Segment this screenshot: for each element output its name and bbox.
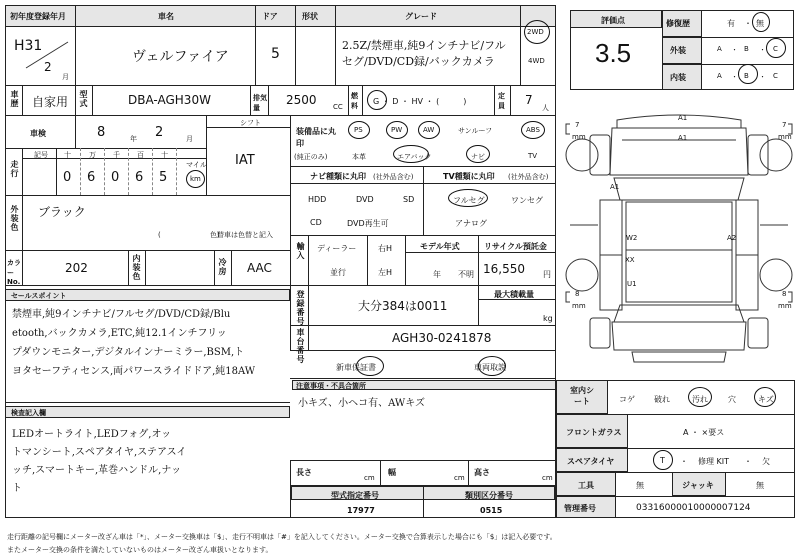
door-label: ドア xyxy=(262,12,278,21)
repair-no: 無 xyxy=(756,19,764,28)
diagram-mm-unit: mm xyxy=(572,133,586,141)
fuel-label: 燃料 xyxy=(351,92,358,110)
inspector-label: 検査記入欄 xyxy=(11,409,46,417)
displacement-value: 2500 xyxy=(286,93,317,107)
diagram-mm-br: 8 xyxy=(782,290,787,298)
interior-c: C xyxy=(773,72,778,80)
digit-header-1: 十 xyxy=(64,151,71,159)
model-year-label: モデル年式 xyxy=(420,242,460,251)
import-label: 輸入 xyxy=(296,242,305,260)
equip-navi: ナビ xyxy=(471,153,485,161)
navi-label: ナビ種類に丸印 xyxy=(310,172,366,181)
diagram-mark: A1 xyxy=(678,114,688,122)
usage-value: 自家用 xyxy=(32,95,69,109)
tool-label: 工具 xyxy=(578,481,594,490)
drive-2wd: 2WD xyxy=(527,28,544,36)
inspector-label-bar xyxy=(5,406,290,418)
max-load-label: 最大積載量 xyxy=(494,290,534,299)
color-code: 202 xyxy=(65,261,88,275)
diagram-mm-tl: 7 xyxy=(575,121,580,129)
first-reg-month-unit: 月 xyxy=(62,73,69,81)
inspector-line: LEDオートライト,LEDフォグ,オッ xyxy=(12,429,172,440)
mileage-digit: 6 xyxy=(135,170,144,185)
km-unit: km xyxy=(190,175,201,183)
exterior-b: B xyxy=(744,45,749,53)
usage-label: 車歴 xyxy=(10,90,19,108)
digit-header-3: 千 xyxy=(113,151,120,159)
diagram-mark: XX xyxy=(625,256,635,264)
diagram-mm-unit: mm xyxy=(778,133,792,141)
navi-sd: SD xyxy=(403,195,415,204)
equip-sunroof: サンルーフ xyxy=(458,127,493,135)
first-reg-month: 2 xyxy=(44,60,52,74)
sales-label: セールスポイント xyxy=(11,292,67,300)
exterior-a: A xyxy=(717,45,722,53)
import-rh: 右H xyxy=(378,244,393,253)
diagram-mark: A1 xyxy=(610,183,620,191)
chassis-value: AGH30-0241878 xyxy=(392,331,492,345)
repair-label: 修復歴 xyxy=(666,19,690,28)
diagram-mm-unit: mm xyxy=(778,302,792,310)
equip-aw: AW xyxy=(423,126,435,134)
interior-label: 内装 xyxy=(670,73,686,82)
equipment-label: 装備品に丸印 xyxy=(296,127,336,148)
drive-4wd: 4WD xyxy=(528,57,545,65)
spare-dot: ・ xyxy=(680,457,688,466)
class-code-value: 0515 xyxy=(480,506,503,515)
registration-label: 登録番号 xyxy=(296,290,305,326)
equip-pw: PW xyxy=(391,126,403,134)
exterior-c: C xyxy=(773,45,778,53)
mgmt-label: 管理番号 xyxy=(564,504,596,513)
mileage-digit: 0 xyxy=(111,170,120,185)
seat-dirt: 汚れ xyxy=(692,395,708,404)
repair-dot: ・ xyxy=(744,19,752,28)
seat-tear: 破れ xyxy=(654,395,670,404)
spare-none: 欠 xyxy=(762,457,770,466)
capacity-label: 定員 xyxy=(498,92,505,110)
shaken-month-unit: 月 xyxy=(186,135,193,143)
sales-line: プダウンモニター,デジタルインナーミラー,BSM,ト xyxy=(12,347,245,358)
score-value: 3.5 xyxy=(595,38,632,68)
color-note-paren: ( ) xyxy=(158,231,220,239)
car-name: ヴェルファイア xyxy=(132,49,229,65)
yen-unit: 円 xyxy=(543,270,551,279)
diagram-mm-bl: 8 xyxy=(575,290,580,298)
digit-header-0: 記号 xyxy=(34,151,48,159)
jack-label: ジャッキ xyxy=(682,481,714,490)
dim-cm: cm xyxy=(454,474,465,482)
mileage-label: 走行 xyxy=(10,160,19,178)
dim-height: 高さ xyxy=(474,468,490,477)
doors-value: 5 xyxy=(271,46,280,62)
diagram-mark: A2 xyxy=(727,234,737,242)
person-unit: 人 xyxy=(542,104,549,112)
glass-options: A ・ ×要ス xyxy=(683,428,725,437)
interior-dot: ・ xyxy=(759,73,766,81)
sales-line: 禁煙車,純9インチナビ/フルセグ/DVD/CD録/Blu xyxy=(12,309,231,320)
shift-value: IAT xyxy=(235,153,255,168)
disp-label: 排気量 xyxy=(253,94,267,112)
diagram-mark: U1 xyxy=(627,280,637,288)
exterior-dot: ・ xyxy=(759,46,766,54)
equipment-sub: (純正のみ) xyxy=(294,153,328,161)
seat-label: 室内シート xyxy=(570,386,594,406)
equip-ps: PS xyxy=(354,126,363,134)
recycle-label: リサイクル預託金 xyxy=(484,242,547,251)
doc-manual: 車両取説 xyxy=(474,363,506,372)
interior-b: B xyxy=(744,72,749,80)
doc-new-warranty: 新車保証書 xyxy=(336,363,376,372)
cc-unit: CC xyxy=(333,103,343,111)
shaken-month: 2 xyxy=(155,125,164,140)
navi-hdd: HDD xyxy=(308,195,327,204)
exterior-label: 外装 xyxy=(670,46,686,55)
score-label: 評価点 xyxy=(601,16,625,25)
equip-tv: TV xyxy=(528,152,538,160)
sales-line: ヨタセーフティセンス,両パワースライドドア,純18AW xyxy=(12,366,256,377)
inspector-line: ッチ,スマートキー,革巻ハンドル,ナッ xyxy=(12,465,182,476)
dim-length: 長さ xyxy=(296,468,312,477)
seat-burn: コゲ xyxy=(619,395,635,404)
interior-color-label: 内装色 xyxy=(132,254,141,281)
shaken-label: 車検 xyxy=(30,129,46,138)
spare-kit: 修理 KIT xyxy=(698,457,730,466)
registration-value: 大分384は0011 xyxy=(358,299,448,313)
first-reg-era: H31 xyxy=(14,38,43,54)
shaken-year: 8 xyxy=(97,125,106,140)
class-code-label: 類別区分番号 xyxy=(465,491,513,500)
tv-analog: アナログ xyxy=(455,219,487,228)
navi-dvd: DVD xyxy=(356,195,374,204)
import-parallel: 並行 xyxy=(330,268,346,277)
fuel-options: G ・ D ・ HV ・ ( ) xyxy=(373,97,467,106)
digit-header-6: マイル xyxy=(186,161,207,169)
model-label: 型式 xyxy=(79,90,88,108)
capacity-value: 7 xyxy=(525,93,533,107)
diagram-mm-unit: mm xyxy=(572,302,586,310)
notes-label: 注意事項・不具合箇所 xyxy=(296,382,366,390)
diagram-mm-tr: 7 xyxy=(782,121,787,129)
chassis-label: 車台番号 xyxy=(296,328,305,364)
first-reg-label: 初年度登録年月 xyxy=(10,12,66,21)
interior-dot: ・ xyxy=(731,73,738,81)
navi-cd: CD xyxy=(310,218,322,227)
jack-value: 無 xyxy=(756,481,764,490)
spare-dot: ・ xyxy=(744,457,752,466)
sales-line: etooth,バックカメラ,ETC,純12.1インチフリッ xyxy=(12,328,227,339)
diagram-mark: W2 xyxy=(626,234,638,242)
digit-header-2: 万 xyxy=(89,151,96,159)
kg-unit: kg xyxy=(543,314,553,323)
dim-width: 幅 xyxy=(388,468,396,477)
header-label-row xyxy=(5,5,556,27)
model-year-unknown: 不明 xyxy=(458,270,474,279)
carname-label: 車名 xyxy=(158,12,174,21)
digit-header-4: 百 xyxy=(137,151,144,159)
color-code-label: カラーNo. xyxy=(7,259,21,286)
grade-text: 2.5Z/禁煙車,純9インチナビ/フルセグ/DVD/CD録/バックカメラ xyxy=(342,39,506,68)
spare-t: T xyxy=(660,456,665,465)
equip-abs: ABS xyxy=(526,126,540,134)
color-value: ブラック xyxy=(38,205,86,219)
footer-note-2: またメーター交換の条件を満たしていないものはメーター改ざん車扱いとなります。 xyxy=(7,546,273,554)
digit-header-5: 十 xyxy=(161,151,168,159)
type-code-value: 17977 xyxy=(347,506,375,515)
color-note: 色替車は色替と記入 xyxy=(210,231,273,239)
model-value: DBA-AGH30W xyxy=(128,93,211,107)
tv-label: TV種類に丸印 xyxy=(443,172,495,181)
equip-airbag: エアバック xyxy=(397,153,432,161)
model-year-unit: 年 xyxy=(433,270,441,279)
spare-label: スペアタイヤ xyxy=(567,457,615,466)
diagram-mark: A1 xyxy=(678,134,688,142)
exterior-dot: ・ xyxy=(731,46,738,54)
tv-fullseg: フルセグ xyxy=(453,196,485,205)
mileage-digit: 5 xyxy=(159,170,168,185)
mileage-digit: 0 xyxy=(63,170,72,185)
mgmt-value: 03316000010000007124 xyxy=(636,503,751,513)
shape-label: 形状 xyxy=(302,12,318,21)
ac-value: AAC xyxy=(247,261,272,275)
tool-value: 無 xyxy=(636,481,644,490)
type-code-label: 型式指定番号 xyxy=(331,491,379,500)
dim-cm: cm xyxy=(542,474,553,482)
import-dealer: ディーラー xyxy=(317,244,357,253)
notes-value: 小キズ、小ヘコ有、AWキズ xyxy=(298,398,425,409)
repair-yes: 有 xyxy=(727,19,735,28)
glass-label: フロントガラス xyxy=(566,428,622,437)
navi-dvd-play: DVD再生可 xyxy=(347,219,389,228)
mileage-digit: 6 xyxy=(87,170,96,185)
grade-label: グレード xyxy=(405,12,437,21)
tv-oneseg: ワンセグ xyxy=(511,196,543,205)
shaken-year-unit: 年 xyxy=(130,135,137,143)
shift-label: シフト xyxy=(240,119,261,127)
equip-leather: 本革 xyxy=(352,153,366,161)
seat-scratch: キズ xyxy=(758,395,774,404)
import-lh: 左H xyxy=(378,268,393,277)
tv-sub: (社外品含む) xyxy=(508,173,549,181)
dim-cm: cm xyxy=(364,474,375,482)
footer-note-1: 走行距離の記号欄にメーター改ざん車は「*」、メーター交換車は「$」、走行不明車は「#」を記入してください。メーター交換で合算表示した場合にも「$」は記入必要です。 xyxy=(7,533,557,541)
seat-hole: 穴 xyxy=(728,395,736,404)
interior-a: A xyxy=(717,72,722,80)
inspector-line: ト xyxy=(12,483,22,494)
navi-sub: (社外品含む) xyxy=(373,173,414,181)
ac-label: 冷房 xyxy=(218,258,227,276)
inspector-line: トマンシート,スペアタイヤ,ステアスイ xyxy=(12,447,187,458)
color-label: 外装色 xyxy=(10,205,19,232)
recycle-value: 16,550 xyxy=(483,262,525,276)
